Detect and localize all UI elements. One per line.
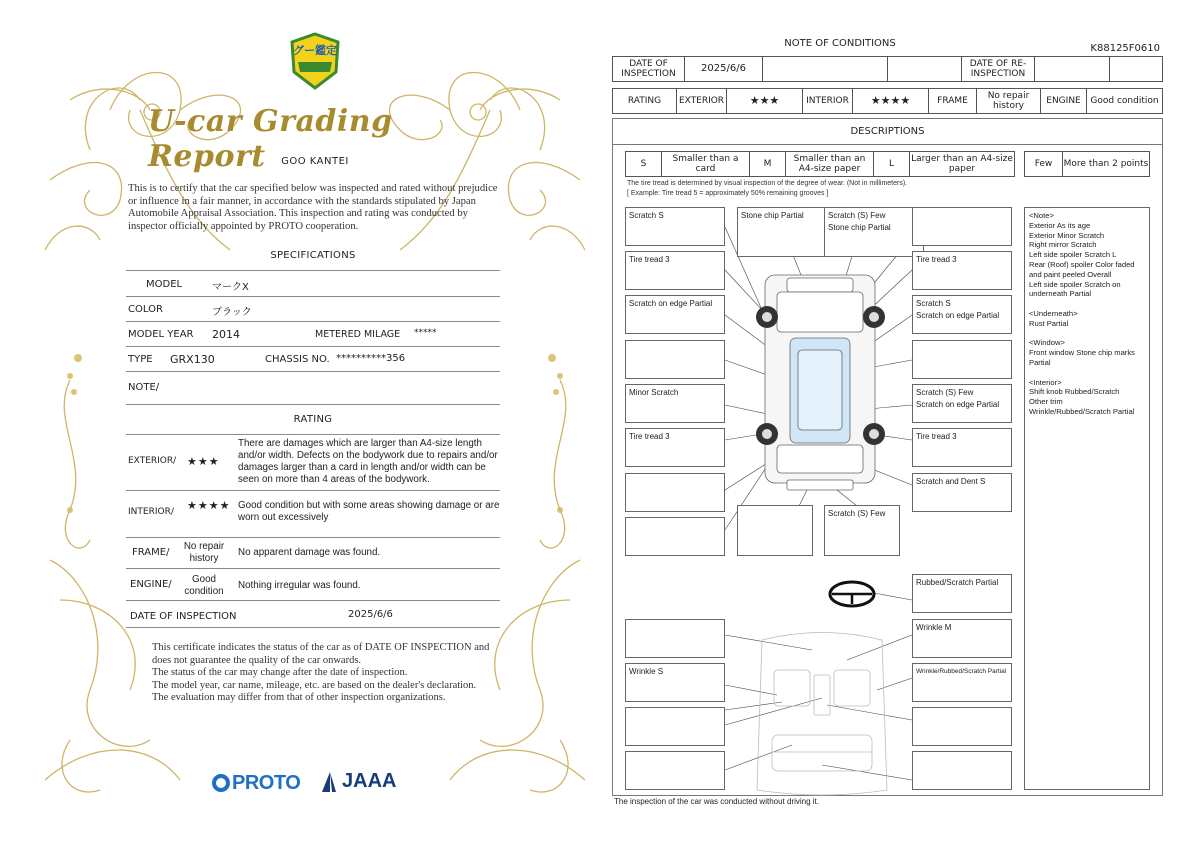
exterior-box-rear-bumper-left bbox=[625, 517, 725, 556]
exterior-box-tire-rear-right: Tire tread 3 bbox=[912, 428, 1012, 467]
note-label: NOTE/ bbox=[128, 382, 160, 393]
rating-header: RATING bbox=[613, 89, 677, 113]
interior-description: Good condition but with some areas showing damage or are worn out excessively bbox=[238, 500, 500, 523]
certificate-footer: This certificate indicates the status of the car as of DATE OF INSPECTION and does not guarantee the quality of the car onwards. The status of the car may change after the date of inspection. The model year, car name, mileage, etc. are based on the dealer's declaration. The evaluation may differ from that of other inspection organizations. bbox=[152, 642, 490, 703]
date-of-reinspection-header: DATE OF RE-INSPECTION bbox=[962, 57, 1035, 81]
interior-label: INTERIOR/ bbox=[128, 507, 174, 517]
engine-value: Good condition bbox=[184, 574, 224, 597]
color-label: COLOR bbox=[128, 304, 163, 315]
interior-header: INTERIOR bbox=[803, 89, 853, 113]
exterior-box-left-door-rear: Minor Scratch bbox=[625, 384, 725, 423]
legend-l-text: Larger than an A4-size paper bbox=[911, 154, 1013, 174]
empty-cell bbox=[763, 57, 888, 81]
type-label: TYPE bbox=[128, 354, 153, 365]
exterior-box-tire-front-right: Tire tread 3 bbox=[912, 251, 1012, 290]
exterior-box-front-hood: Scratch (S) Few Stone chip Partial bbox=[824, 207, 924, 257]
ratings-table bbox=[612, 88, 1163, 114]
report-id: K88125F0610 bbox=[1090, 43, 1160, 54]
few-legend-table bbox=[1024, 151, 1150, 177]
model-year-value: 2014 bbox=[212, 328, 240, 341]
tire-note-line2: [ Example: Tire tread 5 = approximately 50% remaining grooves ] bbox=[627, 190, 829, 197]
date-of-inspection-value: 2025/6/6 bbox=[348, 609, 393, 620]
frame-value: No repair history bbox=[183, 541, 225, 564]
interior-box-dash-left bbox=[625, 619, 725, 658]
report-subtitle: GOO KANTEI bbox=[281, 156, 349, 167]
legend-s-text: Smaller than a card bbox=[662, 152, 750, 176]
date-of-reinspection-cell bbox=[1035, 57, 1110, 81]
chassis-label: CHASSIS NO. bbox=[265, 354, 330, 365]
interior-box-rear-right bbox=[912, 707, 1012, 746]
exterior-box-rear-right: Scratch and Dent S bbox=[912, 473, 1012, 512]
date-of-inspection-cell: 2025/6/6 bbox=[685, 57, 763, 81]
metered-mileage-label: METERED MILAGE bbox=[315, 329, 401, 340]
exterior-box-tire-rear-left: Tire tread 3 bbox=[625, 428, 725, 467]
intro-text: This is to certify that the car specified below was inspected and rated without prejudice or influence in a fair manner, in accordance with the standards stipulated by Japan Automobile Appraisal Association. This inspection and rating was conducted by inspector officially appointed by PROTO cooperation. bbox=[128, 183, 498, 232]
exterior-box-tire-front-left: Tire tread 3 bbox=[625, 251, 725, 290]
exterior-box-rear-left bbox=[625, 473, 725, 512]
exterior-box-left-door-front bbox=[625, 340, 725, 379]
engine-description: Nothing irregular was found. bbox=[238, 580, 361, 591]
exterior-header: EXTERIOR bbox=[677, 89, 727, 113]
interior-box-rear-seat-right bbox=[912, 751, 1012, 790]
report-title: U-car Grading Report bbox=[148, 104, 393, 174]
chassis-value: **********356 bbox=[336, 353, 406, 364]
badge-text: グー鑑定 bbox=[293, 44, 337, 57]
exterior-box-rear-center bbox=[737, 505, 813, 556]
engine-label: ENGINE/ bbox=[130, 579, 172, 590]
frame-value-cell: No repair history bbox=[977, 89, 1041, 113]
legend-few: Few bbox=[1025, 152, 1063, 176]
model-year-label: MODEL YEAR bbox=[128, 329, 194, 340]
proto-logo: PROTO bbox=[232, 772, 301, 794]
interior-box-rear-seat-left bbox=[625, 751, 725, 790]
inspection-dates-table bbox=[612, 56, 1163, 82]
legend-m: M bbox=[750, 152, 786, 176]
empty-cell bbox=[888, 57, 962, 81]
exterior-box-front-center: Stone chip Partial bbox=[737, 207, 837, 257]
proto-logo-icon bbox=[212, 774, 230, 792]
exterior-box-left-fender: Scratch on edge Partial bbox=[625, 295, 725, 334]
exterior-label: EXTERIOR/ bbox=[128, 456, 177, 466]
inspection-disclaimer: The inspection of the car was conducted without driving it. bbox=[614, 797, 819, 806]
specifications-heading: SPECIFICATIONS bbox=[270, 250, 356, 261]
conditions-title: NOTE OF CONDITIONS bbox=[784, 38, 896, 49]
metered-mileage-value: ***** bbox=[414, 328, 437, 338]
interior-box-dash-right: Wrinkle M bbox=[912, 619, 1012, 658]
legend-l: L bbox=[874, 152, 910, 176]
exterior-box-right-fender: Scratch S Scratch on edge Partial bbox=[912, 295, 1012, 334]
exterior-stars-cell: ★★★ bbox=[727, 89, 803, 113]
frame-label: FRAME/ bbox=[132, 547, 170, 558]
exterior-description: There are damages which are larger than A4-size length and/or width. Defects on the bodywork due to repairs and/or damages larger than a card in length and/or width can be seen on more than 4 areas of the bodywork. bbox=[238, 438, 498, 485]
exterior-stars: ★★★ bbox=[187, 455, 220, 468]
rating-heading: RATING bbox=[293, 414, 333, 425]
model-value: マークX bbox=[212, 282, 249, 293]
interior-stars-cell: ★★★★ bbox=[853, 89, 929, 113]
legend-few-text: More than 2 points bbox=[1063, 159, 1149, 169]
legend-m-text: Smaller than an A4-size paper bbox=[786, 152, 874, 176]
exterior-box-right-door-front bbox=[912, 340, 1012, 379]
condition-notes: <Note> Exterior As its age Exterior Minor Scratch Right mirror Scratch Left side spoiler Scratch L Rear (Roof) spoiler Color faded and paint peeled Overall Left side spoiler Scratch on underneath Partial <Underneath> Rust Partial <Window> Front window Stone chip marks Partial <Interior> Shift knob Rubbed/Scratch Other trim Wrinkle/Rubbed/Scratch Partial bbox=[1024, 207, 1150, 790]
jaaa-logo: JAAA bbox=[342, 770, 397, 792]
exterior-box-front-right bbox=[912, 207, 1012, 246]
goo-kantei-badge bbox=[288, 32, 342, 90]
empty-cell bbox=[1110, 57, 1162, 81]
jaaa-logo-icon bbox=[320, 770, 338, 794]
date-of-inspection-label: DATE OF INSPECTION bbox=[130, 611, 237, 622]
exterior-box-right-door-rear: Scratch (S) Few Scratch on edge Partial bbox=[912, 384, 1012, 423]
exterior-box-trunk: Scratch (S) Few bbox=[824, 505, 900, 556]
frame-header: FRAME bbox=[929, 89, 977, 113]
size-legend-table bbox=[625, 151, 1015, 177]
interior-box-rear-left bbox=[625, 707, 725, 746]
interior-box-steering: Rubbed/Scratch Partial bbox=[912, 574, 1012, 613]
exterior-box-front-left: Scratch S bbox=[625, 207, 725, 246]
engine-header: ENGINE bbox=[1041, 89, 1087, 113]
descriptions-heading: DESCRIPTIONS bbox=[613, 119, 1162, 145]
interior-box-front-seat-right: Wrinkle/Rubbed/Scratch Partial bbox=[912, 663, 1012, 702]
tire-note-line1: The tire tread is determined by visual inspection of the degree of wear. (Not in millimeters). bbox=[627, 180, 908, 187]
color-value: ブラック bbox=[212, 307, 252, 318]
type-value: GRX130 bbox=[170, 353, 215, 366]
model-label: MODEL bbox=[146, 279, 183, 290]
interior-stars: ★★★★ bbox=[187, 499, 231, 512]
date-of-inspection-header: DATE OF INSPECTION bbox=[613, 57, 685, 81]
interior-box-front-seat-left: Wrinkle S bbox=[625, 663, 725, 702]
frame-description: No apparent damage was found. bbox=[238, 547, 381, 558]
legend-s: S bbox=[626, 152, 662, 176]
engine-value-cell: Good condition bbox=[1090, 96, 1159, 106]
